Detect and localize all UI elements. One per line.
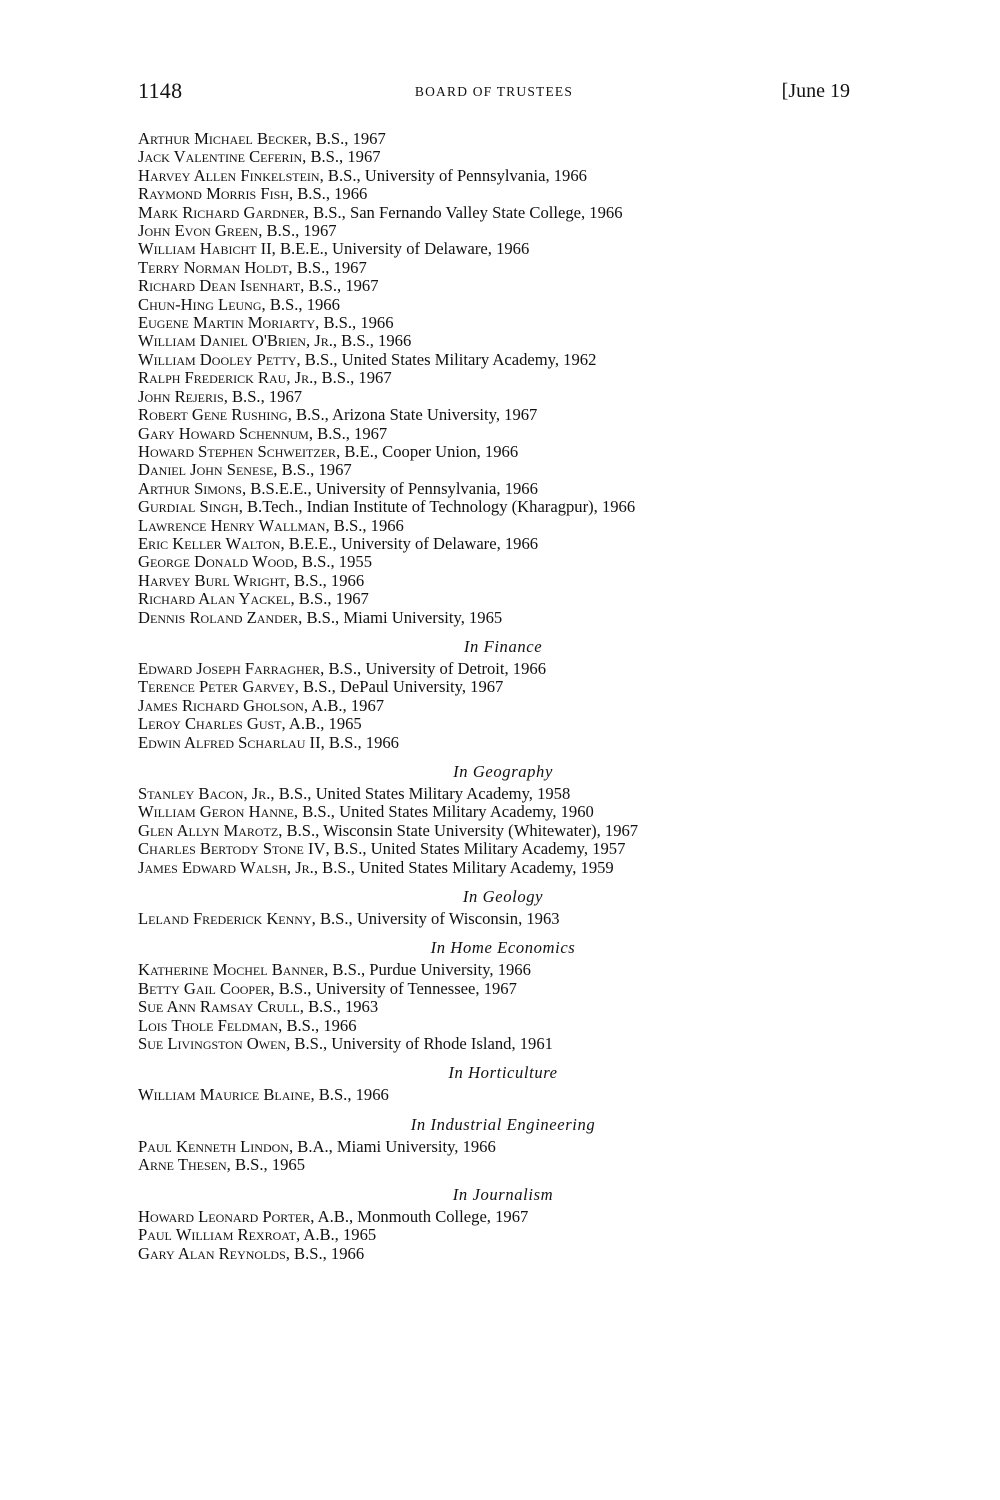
recipient-name: John Rejeris xyxy=(138,386,224,406)
degree-details: , B.S., 1967 xyxy=(308,423,388,443)
degree-details: , B.A., Miami University, 1966 xyxy=(288,1136,496,1156)
recipient-name: Edwin Alfred Scharlau II xyxy=(138,732,321,752)
section-heading: In Geology xyxy=(462,887,544,907)
degree-entry xyxy=(138,572,858,590)
degree-entry xyxy=(138,859,858,877)
degree-details: , A.B., 1967 xyxy=(303,695,385,715)
recipient-name: Howard Stephen Schweitzer xyxy=(138,441,337,461)
degree-entry xyxy=(138,461,858,479)
degree-details: , B.S., United States Military Academy, 1958 xyxy=(270,784,571,803)
degree-entry xyxy=(138,1017,858,1035)
degree-entry xyxy=(138,185,858,203)
degree-details: , B.S., 1966 xyxy=(261,294,340,314)
degree-details: , B.S., 1967 xyxy=(302,147,381,167)
recipient-name: Richard Dean Isenhart xyxy=(138,276,301,296)
degree-details: , B.S., Arizona State University, 1967 xyxy=(287,405,538,425)
recipient-name: Eric Keller Walton xyxy=(138,533,281,553)
degree-entry xyxy=(138,480,858,498)
recipient-name: John Evon Green xyxy=(138,221,259,241)
recipient-name: Gary Alan Reynolds xyxy=(138,1243,286,1263)
degree-details: , B.S., 1965 xyxy=(226,1155,306,1175)
degree-entry xyxy=(138,388,858,406)
degree-details: , B.S., Purdue University, 1966 xyxy=(324,960,531,980)
degree-entry xyxy=(138,660,858,678)
degree-entry xyxy=(138,609,858,627)
degree-entry xyxy=(138,678,858,696)
recipient-name: George Donald Wood xyxy=(138,552,294,572)
degree-entry xyxy=(138,277,858,295)
degree-entry xyxy=(138,1226,858,1244)
degree-details: , B.S., 1967 xyxy=(273,460,352,480)
section-heading: In Journalism xyxy=(452,1184,554,1204)
recipient-name: Paul William Rexroat xyxy=(138,1225,296,1245)
degree-entry xyxy=(138,1208,858,1226)
recipient-name: Paul Kenneth Lindon xyxy=(138,1136,289,1156)
degree-details: , B.E., Cooper Union, 1966 xyxy=(336,441,519,461)
recipient-name: Mark Richard Gardner xyxy=(138,202,305,222)
degree-entry xyxy=(138,980,858,998)
degree-details: , B.S., 1966 xyxy=(325,515,404,535)
page-header xyxy=(138,78,850,112)
degree-entry xyxy=(138,535,858,553)
recipient-name: Leland Frederick Kenny xyxy=(138,909,312,929)
degree-entry xyxy=(138,443,858,461)
degree-details: , B.E.E., University of Delaware, 1966 xyxy=(280,533,539,553)
recipient-name: Howard Leonard Porter xyxy=(138,1206,311,1226)
recipient-name: Raymond Morris Fish xyxy=(138,184,289,204)
degree-entry xyxy=(138,222,858,240)
degree-entry xyxy=(138,697,858,715)
degree-details: , B.S., 1967 xyxy=(290,589,369,609)
recipient-name: Leroy Charles Gust xyxy=(138,714,282,734)
degree-entry xyxy=(138,1245,858,1263)
recipient-name: Betty Gail Cooper xyxy=(138,978,271,998)
recipient-name: Dennis Roland Zander xyxy=(138,607,299,627)
recipient-name: Arthur Simons xyxy=(138,478,242,498)
recipient-name: Sue Ann Ramsay Crull xyxy=(138,997,300,1017)
degree-details: , B.S., United States Military Academy, 1960 xyxy=(293,802,594,822)
degree-entry xyxy=(138,553,858,571)
recipient-name: Gurdial Singh xyxy=(138,497,239,517)
degree-details: , B.S., 1955 xyxy=(293,552,372,572)
degree-entry xyxy=(138,332,858,350)
recipient-name: Arthur Michael Becker xyxy=(138,129,308,148)
section-heading: In Home Economics xyxy=(430,938,576,958)
degree-details: , B.S., 1966 xyxy=(310,1085,389,1105)
recipient-name: Richard Alan Yackel xyxy=(138,589,291,609)
degree-details: , B.S., University of Tennessee, 1967 xyxy=(270,978,517,998)
degree-details: , B.S., 1966 xyxy=(285,570,365,590)
degree-details: , B.S., 1967 xyxy=(307,129,386,148)
recipient-name: Edward Joseph Farragher xyxy=(138,658,321,678)
degree-list xyxy=(138,130,858,1263)
recipient-name: James Edward Walsh, Jr. xyxy=(138,857,314,877)
degree-details: , B.S., 1966 xyxy=(315,313,394,333)
degree-details: , B.Tech., Indian Institute of Technology (Kharagpur), 1966 xyxy=(238,497,636,517)
recipient-name: Ralph Frederick Rau, Jr. xyxy=(138,368,314,388)
degree-details: , B.S., United States Military Academy, 1959 xyxy=(313,857,614,877)
degree-entry xyxy=(138,498,858,516)
page-number: 1148 xyxy=(138,78,183,103)
degree-entry xyxy=(138,803,858,821)
degree-details: , B.S., 1967 xyxy=(223,386,303,406)
degree-details: , B.S., 1963 xyxy=(299,997,379,1017)
degree-details: , B.S., United States Military Academy, 1962 xyxy=(296,349,597,369)
recipient-name: William Daniel O'Brien, Jr. xyxy=(138,331,333,351)
degree-details: , B.E.E., University of Delaware, 1966 xyxy=(271,239,530,259)
recipient-name: Jack Valentine Ceferin xyxy=(138,147,303,167)
degree-entry xyxy=(138,910,858,928)
recipient-name: Terry Norman Holdt xyxy=(138,257,289,277)
degree-details: , B.S., 1967 xyxy=(313,368,392,388)
degree-entry xyxy=(138,1156,858,1174)
recipient-name: Lawrence Henry Wallman xyxy=(138,515,326,535)
degree-details: , A.B., 1965 xyxy=(281,714,362,734)
degree-entry xyxy=(138,406,858,424)
degree-details: , B.S., University of Rhode Island, 1961 xyxy=(286,1034,553,1054)
degree-entry xyxy=(138,715,858,733)
degree-entry xyxy=(138,1086,858,1104)
recipient-name: William Habicht II xyxy=(138,239,272,259)
degree-details: , B.S., Miami University, 1965 xyxy=(298,607,503,627)
degree-details: , B.S., Wisconsin State University (Whitewater), 1967 xyxy=(278,820,639,840)
recipient-name: Arne Thesen xyxy=(138,1155,227,1175)
recipient-name: Daniel John Senese xyxy=(138,460,274,480)
degree-details: , B.S., San Fernando Valley State College, 1966 xyxy=(304,202,623,222)
degree-details: , A.B., 1965 xyxy=(295,1225,377,1245)
recipient-name: Harvey Burl Wright xyxy=(138,570,286,590)
degree-entry xyxy=(138,785,858,803)
degree-details: , B.S., University of Detroit, 1966 xyxy=(320,658,546,678)
degree-entry xyxy=(138,1035,858,1053)
degree-details: , B.S., 1967 xyxy=(258,221,337,241)
section-heading: In Geography xyxy=(453,762,553,781)
degree-entry xyxy=(138,590,858,608)
recipient-name: Lois Thole Feldman xyxy=(138,1015,279,1035)
section-heading: In Industrial Engineering xyxy=(410,1114,596,1134)
degree-details: , B.S.E.E., University of Pennsylvania, 1966 xyxy=(241,478,538,498)
degree-entry xyxy=(138,1138,858,1156)
degree-details: , B.S., 1966 xyxy=(288,184,368,204)
degree-entry xyxy=(138,240,858,258)
degree-entry xyxy=(138,734,858,752)
section-heading: In Horticulture xyxy=(448,1063,558,1083)
degree-details: , B.S., 1966 xyxy=(278,1015,357,1035)
recipient-name: Harvey Allen Finkelstein xyxy=(138,165,320,185)
degree-details: , B.S., DePaul University, 1967 xyxy=(294,677,504,697)
degree-entry xyxy=(138,998,858,1016)
degree-entry xyxy=(138,369,858,387)
degree-details: , B.S., 1966 xyxy=(285,1243,365,1263)
degree-entry xyxy=(138,167,858,185)
degree-entry xyxy=(138,204,858,222)
degree-details: , B.S., 1967 xyxy=(288,257,367,277)
degree-details: , B.S., United States Military Academy, 1957 xyxy=(325,839,626,859)
degree-details: , B.S., University of Pennsylvania, 1966 xyxy=(319,165,587,185)
recipient-name: Sue Livingston Owen xyxy=(138,1034,287,1054)
recipient-name: Glen Allyn Marotz xyxy=(138,820,279,840)
running-title: BOARD OF TRUSTEES xyxy=(414,84,574,99)
recipient-name: Stanley Bacon, Jr. xyxy=(138,784,271,803)
degree-entry xyxy=(138,425,858,443)
recipient-name: Robert Gene Rushing xyxy=(138,405,288,425)
recipient-name: Chun-Hing Leung xyxy=(138,294,262,314)
recipient-name: William Maurice Blaine xyxy=(138,1085,311,1105)
degree-entry xyxy=(138,148,858,166)
degree-entry xyxy=(138,296,858,314)
degree-entry xyxy=(138,822,858,840)
degree-details: , A.B., Monmouth College, 1967 xyxy=(310,1206,529,1226)
recipient-name: William Dooley Petty xyxy=(138,349,297,369)
recipient-name: Eugene Martin Moriarty xyxy=(138,313,316,333)
degree-entry xyxy=(138,314,858,332)
degree-details: , B.S., University of Wisconsin, 1963 xyxy=(311,909,560,929)
date-mark: [June 19 xyxy=(781,80,850,102)
section-heading: In Finance xyxy=(463,636,543,656)
degree-details: , B.S., 1966 xyxy=(320,732,399,752)
recipient-name: Terence Peter Garvey xyxy=(138,677,295,697)
degree-entry xyxy=(138,130,858,148)
recipient-name: William Geron Hanne xyxy=(138,802,294,822)
degree-entry xyxy=(138,961,858,979)
degree-entry xyxy=(138,517,858,535)
recipient-name: Katherine Mochel Banner xyxy=(138,960,325,980)
recipient-name: Charles Bertody Stone IV xyxy=(138,839,326,859)
degree-entry xyxy=(138,259,858,277)
degree-entry xyxy=(138,351,858,369)
degree-details: , B.S., 1966 xyxy=(332,331,412,351)
degree-details: , B.S., 1967 xyxy=(300,276,379,296)
degree-entry xyxy=(138,840,858,858)
recipient-name: Gary Howard Schennum xyxy=(138,423,309,443)
recipient-name: James Richard Gholson xyxy=(138,695,304,715)
